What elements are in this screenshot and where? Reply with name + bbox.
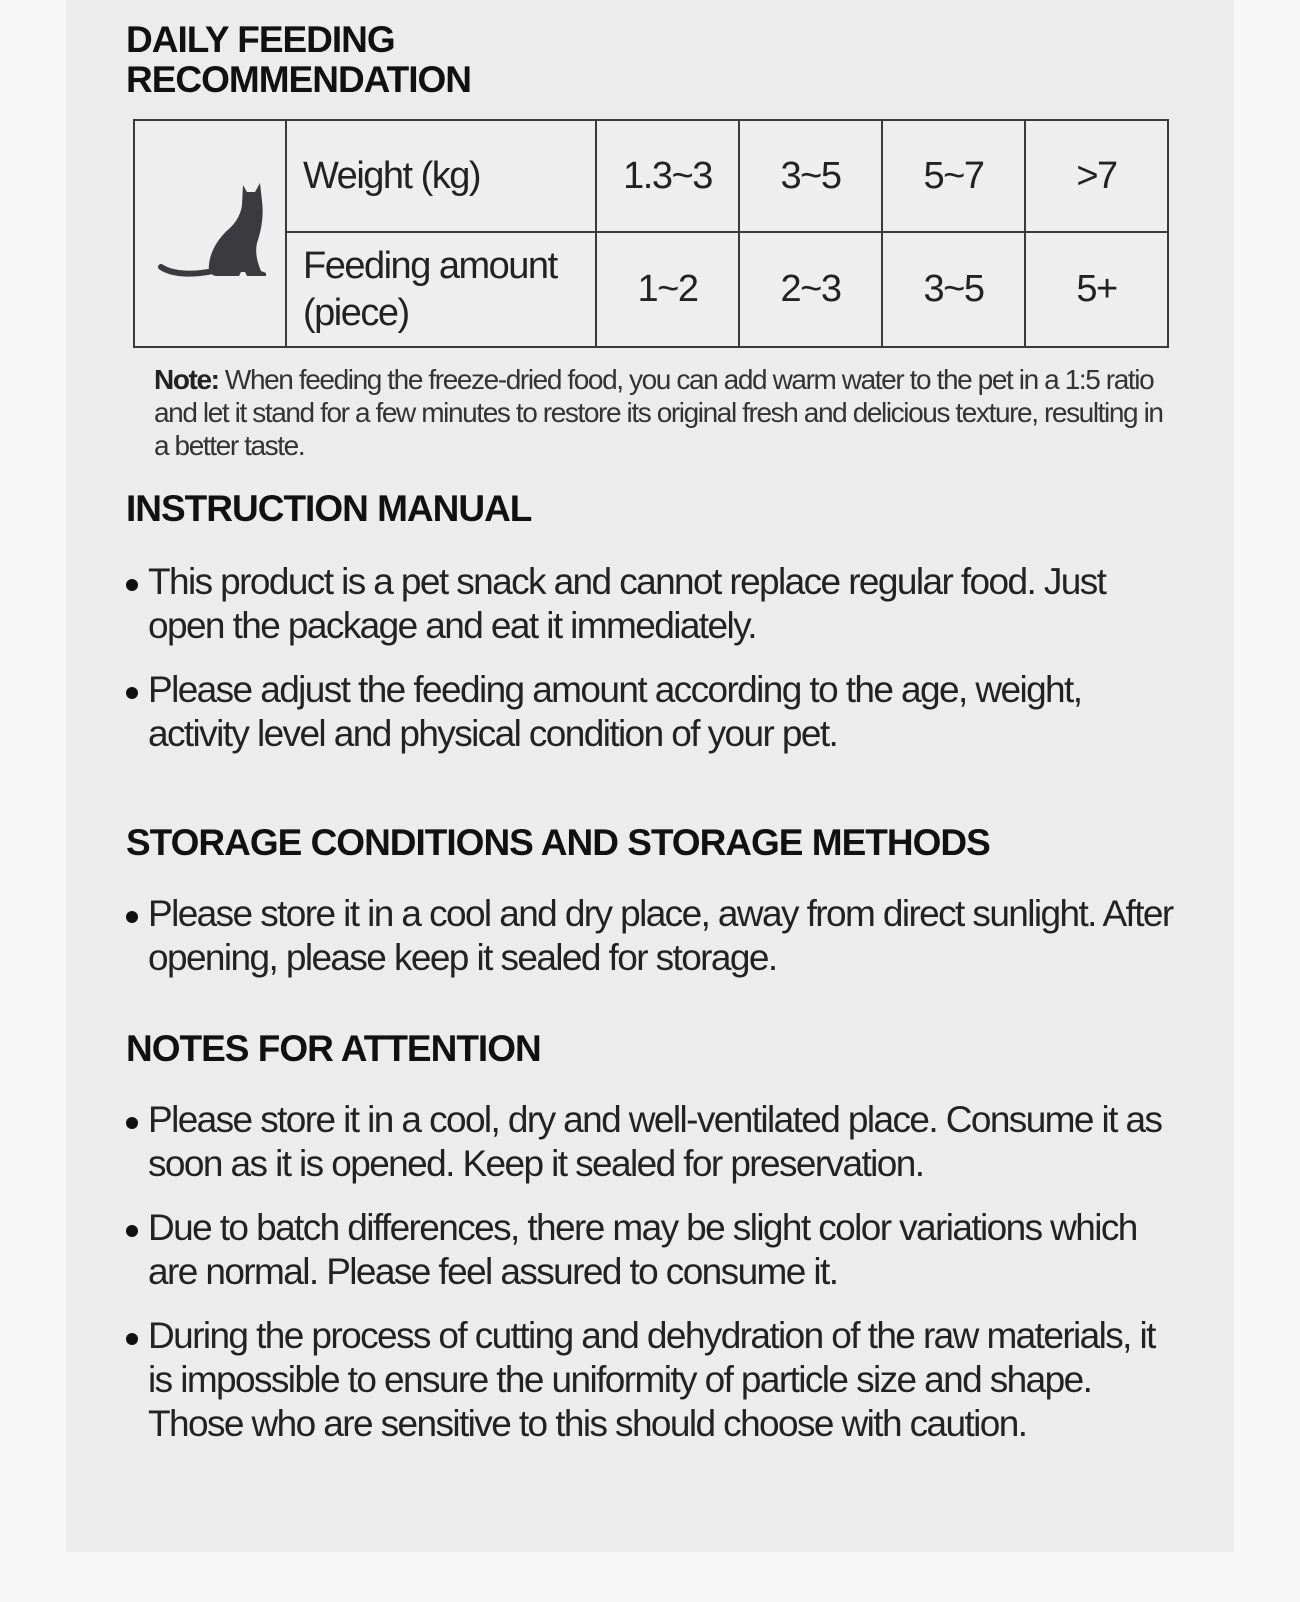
- feeding-title-line2: RECOMMENDATION: [126, 59, 472, 100]
- attention-title: NOTES FOR ATTENTION: [126, 1028, 541, 1069]
- amount-value: 3~5: [882, 232, 1025, 347]
- instruction-list: [126, 560, 1186, 776]
- list-item: This product is a pet snack and cannot replace regular food. Just open the package and eat it immediately.: [126, 560, 1186, 648]
- amount-value: 2~3: [739, 232, 882, 347]
- weight-value: 3~5: [739, 120, 882, 232]
- storage-list: [126, 892, 1186, 1000]
- table-row-amount: [134, 232, 1168, 347]
- feeding-title-line1: DAILY FEEDING: [126, 19, 395, 60]
- amount-value: 5+: [1025, 232, 1168, 347]
- list-item: During the process of cutting and dehydration of the raw materials, it is impossible to ensure the uniformity of particle size and shape. Those who are sensitive to this should choose with caution.: [126, 1314, 1186, 1446]
- note-text: When feeding the freeze-dried food, you can add warm water to the pet in a 1:5 ratio and let it stand for a few minutes to restore its original fresh and delicious texture, resulting in a better taste.: [154, 364, 1163, 461]
- instruction-title: INSTRUCTION MANUAL: [126, 488, 532, 529]
- feeding-table: [133, 119, 1169, 348]
- weight-value: 5~7: [882, 120, 1025, 232]
- table-row-weight: [134, 120, 1168, 232]
- storage-title: STORAGE CONDITIONS AND STORAGE METHODS: [126, 822, 990, 863]
- cat-icon-cell: [134, 120, 286, 347]
- list-item: Please adjust the feeding amount according to the age, weight, activity level and physical condition of your pet.: [126, 668, 1186, 756]
- list-item: Please store it in a cool, dry and well-ventilated place. Consume it as soon as it is opened. Keep it sealed for preservation.: [126, 1098, 1186, 1186]
- weight-value: >7: [1025, 120, 1168, 232]
- amount-value: 1~2: [596, 232, 739, 347]
- cat-icon: [151, 179, 269, 279]
- content-panel: [66, 0, 1234, 1552]
- note-label: Note:: [154, 364, 219, 395]
- feeding-title: [126, 20, 546, 100]
- weight-value: 1.3~3: [596, 120, 739, 232]
- amount-label: Feeding amount (piece): [286, 232, 596, 347]
- weight-label: Weight (kg): [286, 120, 596, 232]
- list-item: Please store it in a cool and dry place, away from direct sunlight. After opening, please keep it sealed for storage.: [126, 892, 1186, 980]
- content-area: [126, 19, 1176, 1444]
- list-item: Due to batch differences, there may be slight color variations which are normal. Please feel assured to consume it.: [126, 1206, 1186, 1294]
- attention-list: [126, 1098, 1186, 1466]
- feeding-note: [154, 363, 1164, 462]
